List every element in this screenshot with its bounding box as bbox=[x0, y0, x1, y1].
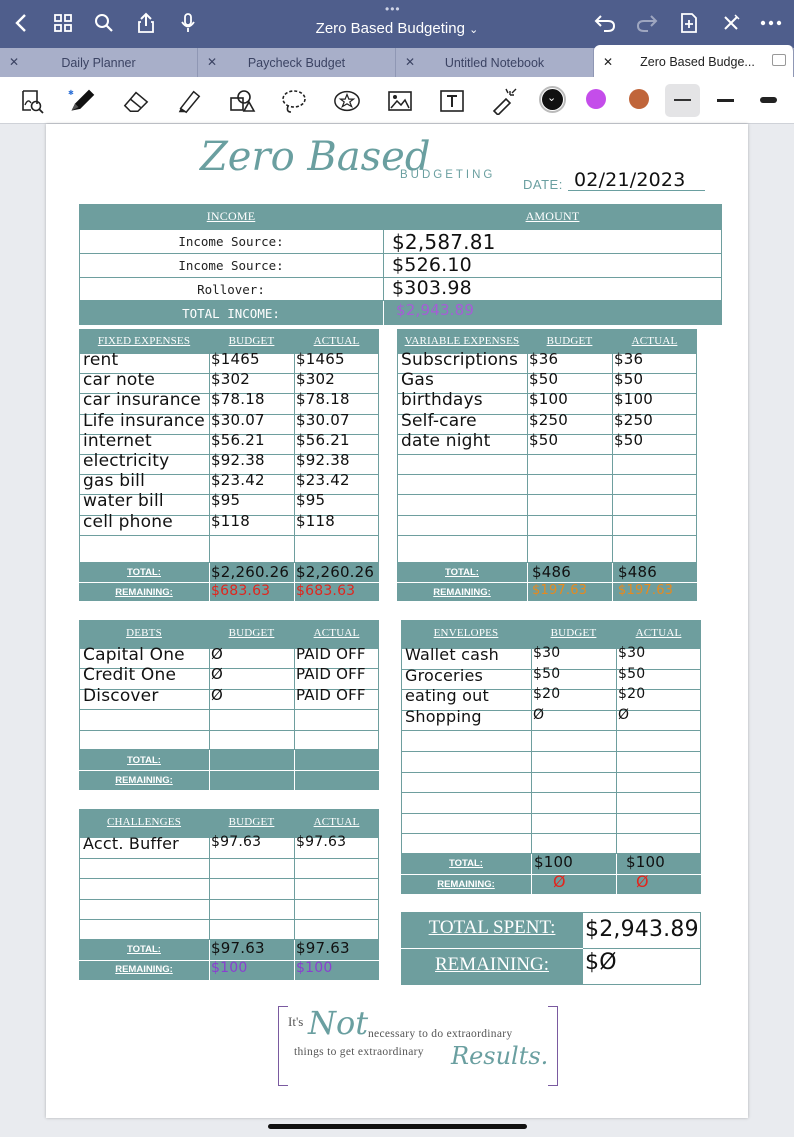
fixed-row-name: rent bbox=[83, 350, 119, 370]
fixed-row-actual: $118 bbox=[296, 511, 335, 530]
chevron-down-icon: ⌄ bbox=[469, 24, 479, 36]
fixed-row-budget: $23.42 bbox=[211, 471, 265, 490]
lasso-icon[interactable] bbox=[280, 87, 308, 115]
tab-untitled-notebook[interactable] bbox=[396, 48, 594, 77]
close-icon[interactable] bbox=[718, 10, 744, 36]
challenges-actual-header: ACTUAL bbox=[313, 816, 360, 828]
variable-budget-header: BUDGET bbox=[546, 335, 593, 347]
variable-row-actual: $250 bbox=[614, 410, 653, 429]
variable-remaining-actual: $197.63 bbox=[618, 583, 674, 598]
variable-row-budget: $100 bbox=[529, 390, 568, 409]
fixed-total-actual: $2,260.26 bbox=[296, 563, 375, 581]
fixed-row-actual: $95 bbox=[296, 491, 326, 510]
close-icon[interactable]: ✕ bbox=[603, 55, 614, 69]
multitask-dots[interactable]: ••• bbox=[385, 2, 401, 16]
svg-text:✱: ✱ bbox=[68, 89, 74, 97]
envelopes-row-name: Shopping bbox=[405, 706, 482, 726]
challenges-remaining-label: REMAINING: bbox=[115, 964, 173, 975]
tab-bar bbox=[0, 48, 794, 77]
income-source-label: Income Source: bbox=[178, 258, 284, 273]
rollover-label: Rollover: bbox=[197, 282, 265, 297]
row-divider bbox=[397, 454, 697, 455]
challenges-budget-header: BUDGET bbox=[228, 816, 275, 828]
more-icon[interactable] bbox=[758, 10, 784, 36]
row-divider bbox=[401, 772, 701, 773]
laser-pointer-icon[interactable] bbox=[490, 87, 518, 115]
variable-row-budget: $36 bbox=[529, 350, 559, 368]
debts-actual-header: ACTUAL bbox=[313, 627, 360, 639]
color-brown-swatch[interactable] bbox=[629, 89, 649, 109]
variable-total-actual: $486 bbox=[618, 563, 657, 581]
tab-label: Untitled Notebook bbox=[444, 56, 545, 70]
variable-row-actual: $50 bbox=[614, 430, 644, 449]
date-value: 02/21/2023 bbox=[574, 169, 686, 191]
envelopes-remaining-budget: Ø bbox=[553, 872, 566, 891]
debts-budget-header: BUDGET bbox=[228, 627, 275, 639]
variable-remaining-label: REMAINING: bbox=[433, 587, 491, 598]
envelopes-actual-header: ACTUAL bbox=[635, 627, 682, 639]
row-divider bbox=[401, 751, 701, 752]
total-spent-label: TOTAL SPENT: bbox=[428, 917, 556, 938]
envelopes-row-budget: $30 bbox=[533, 645, 561, 661]
row-divider bbox=[79, 730, 379, 731]
fixed-row-budget: $56.21 bbox=[211, 430, 265, 449]
income-header: INCOME bbox=[206, 209, 256, 223]
fixed-remaining-budget: $683.63 bbox=[211, 583, 271, 599]
variable-total-budget: $486 bbox=[532, 563, 571, 581]
challenges-title: CHALLENGES bbox=[106, 816, 182, 828]
date-label: DATE: bbox=[523, 177, 563, 192]
fixed-remaining-actual: $683.63 bbox=[296, 583, 356, 599]
fixed-row-name: gas bill bbox=[83, 471, 146, 492]
quote-not: Not bbox=[308, 1004, 369, 1042]
fixed-budget-header: BUDGET bbox=[228, 335, 275, 347]
home-indicator[interactable] bbox=[268, 1124, 527, 1129]
envelopes-row-budget: $50 bbox=[533, 665, 561, 682]
fixed-row-actual: $92.38 bbox=[296, 451, 350, 469]
envelopes-row-actual: Ø bbox=[618, 706, 630, 723]
variable-row-name: Subscriptions bbox=[401, 350, 519, 370]
image-icon[interactable] bbox=[386, 87, 414, 115]
fixed-row-actual: $56.21 bbox=[296, 430, 350, 449]
color-black-swatch[interactable] bbox=[542, 89, 563, 110]
envelopes-total-label: TOTAL: bbox=[449, 858, 483, 869]
fixed-row-name: water bill bbox=[83, 491, 164, 512]
summary-remaining-value: $Ø bbox=[585, 950, 617, 975]
quote-line-1: necessary to do extraordinary bbox=[368, 1028, 513, 1040]
income-amount: $2,587.81 bbox=[392, 230, 496, 254]
variable-row-actual: $50 bbox=[614, 370, 644, 389]
envelopes-row-budget: $20 bbox=[533, 686, 561, 703]
envelopes-row-name: Groceries bbox=[405, 665, 484, 685]
challenges-row-name: Acct. Buffer bbox=[83, 834, 179, 853]
stroke-thin-option[interactable] bbox=[665, 84, 700, 117]
variable-total-label: TOTAL: bbox=[445, 567, 479, 578]
fixed-row-actual: $78.18 bbox=[296, 390, 350, 409]
stroke-thick-option[interactable] bbox=[751, 84, 786, 117]
row-divider bbox=[397, 535, 697, 536]
challenges-remaining-actual: $100 bbox=[296, 960, 333, 976]
close-icon[interactable]: ✕ bbox=[405, 55, 416, 69]
close-icon[interactable]: ✕ bbox=[9, 55, 20, 69]
fixed-row-budget: $92.38 bbox=[211, 451, 265, 469]
variable-row-budget: $50 bbox=[529, 370, 559, 389]
fixed-expenses-title: FIXED EXPENSES bbox=[97, 335, 191, 347]
row-divider bbox=[397, 515, 697, 516]
variable-remaining-budget: $197.63 bbox=[532, 583, 588, 598]
debts-row-budget: Ø bbox=[211, 645, 224, 663]
page-subtitle: BUDGETING bbox=[400, 169, 496, 181]
redo-icon[interactable] bbox=[634, 10, 660, 36]
variable-actual-header: ACTUAL bbox=[631, 335, 678, 347]
envelopes-row-actual: $30 bbox=[618, 645, 646, 661]
fixed-row-name: Life insurance bbox=[83, 410, 205, 431]
highlighter-icon[interactable] bbox=[175, 87, 203, 115]
envelopes-title: ENVELOPES bbox=[433, 627, 499, 639]
eraser-icon[interactable] bbox=[122, 87, 150, 115]
fixed-row-actual: $30.07 bbox=[296, 410, 350, 429]
close-icon[interactable]: ✕ bbox=[207, 55, 218, 69]
variable-row-budget: $250 bbox=[529, 410, 568, 429]
envelopes-remaining-label: REMAINING: bbox=[437, 879, 495, 890]
quote-line-2: things to get extraordinary bbox=[294, 1046, 424, 1058]
page-title: Zero Based bbox=[200, 134, 431, 180]
summary-remaining-label: REMAINING: bbox=[435, 954, 549, 975]
read-only-icon[interactable] bbox=[772, 54, 786, 66]
fixed-remaining-label: REMAINING: bbox=[115, 587, 173, 598]
envelopes-row-budget: Ø bbox=[533, 706, 545, 723]
envelopes-budget-header: BUDGET bbox=[550, 627, 597, 639]
challenges-total-actual: $97.63 bbox=[296, 939, 350, 957]
fixed-actual-header: ACTUAL bbox=[313, 335, 360, 347]
fixed-row-name: cell phone bbox=[83, 511, 173, 532]
challenges-total-label: TOTAL: bbox=[127, 944, 161, 955]
fixed-row-budget: $30.07 bbox=[211, 410, 265, 429]
fixed-row-budget: $118 bbox=[211, 511, 250, 530]
quote-bracket-right bbox=[548, 1006, 558, 1086]
row-divider bbox=[79, 535, 379, 536]
color-purple-swatch[interactable] bbox=[586, 89, 606, 109]
quote-its: It's bbox=[288, 1014, 304, 1029]
fixed-row-name: electricity bbox=[83, 451, 170, 471]
debts-remaining-label: REMAINING: bbox=[115, 775, 173, 786]
row-divider bbox=[397, 494, 697, 495]
pen-icon[interactable] bbox=[68, 87, 96, 115]
row-divider bbox=[397, 474, 697, 475]
envelopes-total-budget: $100 bbox=[534, 853, 573, 871]
debts-total-label: TOTAL: bbox=[127, 755, 161, 766]
fixed-row-actual: $1465 bbox=[296, 350, 345, 368]
total-income-value: $2,943.89 bbox=[396, 301, 475, 319]
fixed-row-budget: $302 bbox=[211, 370, 250, 389]
tab-paycheck-budget[interactable] bbox=[198, 48, 396, 77]
variable-expenses-title: VARIABLE EXPENSES bbox=[404, 335, 520, 347]
document-title-text: Zero Based Budgeting bbox=[315, 20, 465, 37]
income-source-label: Income Source: bbox=[178, 234, 284, 249]
envelopes-row-actual: $50 bbox=[618, 665, 646, 682]
debts-row-actual: PAID OFF bbox=[296, 645, 366, 663]
fixed-row-name: car note bbox=[83, 370, 156, 391]
fixed-row-budget: $95 bbox=[211, 491, 241, 510]
variable-row-budget: $50 bbox=[529, 430, 559, 449]
shapes-icon[interactable] bbox=[228, 87, 256, 115]
envelopes-row-actual: $20 bbox=[618, 686, 646, 703]
row-divider bbox=[79, 858, 379, 859]
rollover-amount: $303.98 bbox=[392, 277, 472, 299]
fixed-row-actual: $23.42 bbox=[296, 471, 350, 490]
fixed-row-actual: $302 bbox=[296, 370, 335, 389]
app-top-bar bbox=[0, 0, 794, 48]
fixed-row-budget: $78.18 bbox=[211, 390, 265, 409]
tab-daily-planner[interactable] bbox=[0, 48, 198, 77]
debts-title: DEBTS bbox=[126, 627, 162, 639]
chevron-down-icon: ⌄ bbox=[547, 92, 557, 104]
tab-label: Daily Planner bbox=[61, 56, 136, 70]
row-divider bbox=[401, 833, 701, 834]
debts-row-budget: Ø bbox=[211, 685, 224, 704]
variable-row-name: birthdays bbox=[401, 390, 483, 411]
debts-row-actual: PAID OFF bbox=[296, 685, 366, 704]
tab-label: Zero Based Budge... bbox=[640, 55, 755, 69]
envelopes-row-name: Wallet cash bbox=[405, 645, 499, 664]
variable-row-name: Gas bbox=[401, 370, 435, 391]
fixed-row-name: car insurance bbox=[83, 390, 201, 411]
challenges-row-budget: $97.63 bbox=[211, 834, 262, 850]
envelopes-total-actual: $100 bbox=[626, 853, 665, 871]
income-amount: $526.10 bbox=[392, 254, 472, 276]
stickers-icon[interactable] bbox=[333, 87, 361, 115]
tab-label: Paycheck Budget bbox=[247, 56, 346, 70]
debts-row-name: Discover bbox=[83, 685, 159, 706]
amount-header: AMOUNT bbox=[525, 209, 580, 223]
challenges-total-budget: $97.63 bbox=[211, 939, 265, 957]
variable-row-actual: $100 bbox=[614, 390, 653, 409]
row-divider bbox=[79, 919, 379, 920]
undo-icon[interactable] bbox=[592, 10, 618, 36]
challenges-row-actual: $97.63 bbox=[296, 834, 347, 850]
quote-results: Results. bbox=[451, 1042, 549, 1070]
add-page-icon[interactable] bbox=[676, 10, 702, 36]
row-divider bbox=[79, 878, 379, 879]
total-income-label: TOTAL INCOME: bbox=[182, 306, 280, 321]
row-divider bbox=[79, 899, 379, 900]
total-spent-value: $2,943.89 bbox=[585, 917, 699, 942]
read-only-icon[interactable] bbox=[18, 87, 46, 115]
debts-row-budget: Ø bbox=[211, 665, 224, 684]
challenges-remaining-budget: $100 bbox=[211, 960, 248, 976]
debts-row-name: Credit One bbox=[83, 665, 177, 686]
row-divider bbox=[401, 813, 701, 814]
variable-row-name: date night bbox=[401, 430, 491, 451]
row-divider bbox=[401, 730, 701, 731]
fixed-row-name: internet bbox=[83, 430, 152, 451]
envelopes-row-name: eating out bbox=[405, 686, 489, 706]
fixed-row-budget: $1465 bbox=[211, 350, 260, 368]
document-title[interactable] bbox=[0, 20, 794, 37]
fixed-total-budget: $2,260.26 bbox=[211, 563, 290, 581]
quote-bracket-left bbox=[278, 1006, 288, 1086]
row-divider bbox=[79, 709, 379, 710]
row-divider bbox=[401, 792, 701, 793]
debts-row-actual: PAID OFF bbox=[296, 665, 366, 684]
envelopes-remaining-actual: Ø bbox=[636, 872, 649, 891]
text-icon[interactable] bbox=[438, 87, 466, 115]
fixed-total-label: TOTAL: bbox=[127, 567, 161, 578]
notebook-page[interactable] bbox=[46, 124, 748, 1118]
tab-zero-based-budgeting[interactable] bbox=[594, 45, 794, 77]
variable-row-name: Self-care bbox=[401, 410, 477, 431]
debts-row-name: Capital One bbox=[83, 645, 185, 665]
stroke-medium-option[interactable] bbox=[708, 84, 743, 117]
variable-row-actual: $36 bbox=[614, 350, 644, 368]
